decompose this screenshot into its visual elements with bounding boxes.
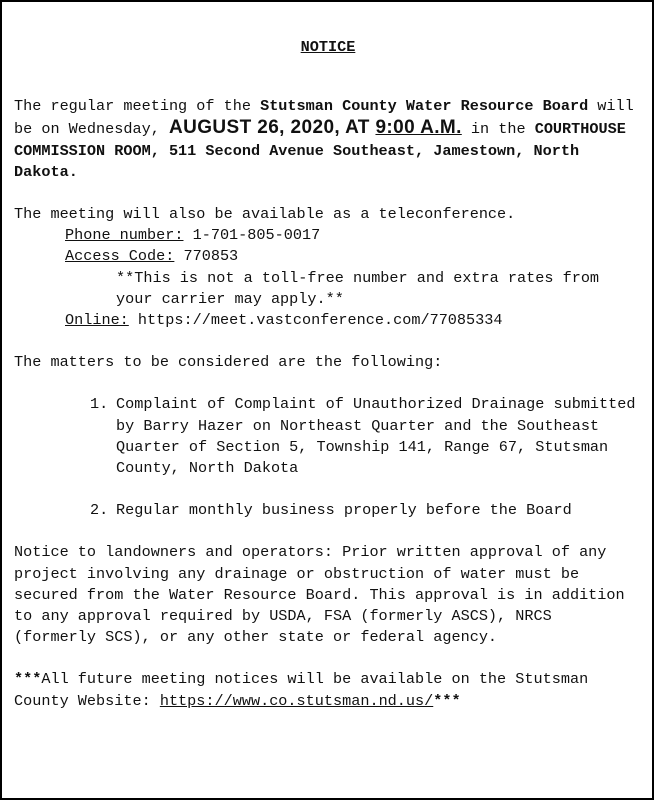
stars-close: ***	[433, 691, 461, 710]
board-name: Stutsman County Water Resource Board	[260, 97, 589, 116]
online-url[interactable]: https://meet.vastconference.com/77085334	[128, 311, 503, 330]
access-code-line	[14, 246, 642, 267]
toll-note: **This is not a toll-free number and extra rates from your carrier may apply.**	[116, 268, 600, 308]
future-notices-text: All future meeting notices will be available on the Stutsman County Website:	[14, 670, 589, 710]
phone-value: 1-701-805-0017	[183, 226, 321, 245]
agenda-item-text: Regular monthly business properly before the Board	[116, 501, 572, 520]
access-code-value: 770853	[174, 247, 239, 266]
teleconference-lead: The meeting will also be available as a teleconference.	[14, 205, 516, 224]
intro-period: .	[68, 162, 78, 181]
agenda-item-text: Complaint of Complaint of Unauthorized Drainage submitted by Barry Hazer on Northeast Quarter and the Southeast Quarter of Section 5, Township 141, Range 67, Stutsman County, North Dakota	[116, 395, 636, 478]
agenda-list	[14, 394, 642, 521]
notice-title: NOTICE	[300, 38, 356, 56]
landowners-notice: Notice to landowners and operators: Prior written approval of any project involving any drainage or obstruction of water must be secured from the Water Resource Board. This approval is in addition to any approval required by USDA, FSA (formerly ASCS), NRCS (formerly SCS), or any other state or federal agency.	[14, 543, 625, 647]
intro-text-2: will be on Wednesday,	[14, 97, 634, 139]
phone-line	[14, 225, 642, 246]
agenda-item	[14, 394, 642, 479]
access-code-label: Access Code:	[65, 247, 175, 266]
meeting-location: COURTHOUSE COMMISSION ROOM, 511 Second Avenue Southeast, Jamestown, North Dakota	[14, 120, 626, 181]
meeting-date: AUGUST 26, 2020, AT	[168, 117, 376, 139]
agenda-item-number: 1.	[90, 395, 109, 414]
stars-open: ***	[14, 670, 42, 689]
agenda-item	[14, 500, 642, 521]
phone-label: Phone number:	[65, 226, 184, 245]
intro-text-3: in the	[461, 120, 535, 139]
agenda-item-number: 2.	[90, 501, 109, 520]
county-website-link[interactable]: https://www.co.stutsman.nd.us/	[159, 691, 434, 710]
intro-text-1: The regular meeting of the	[14, 97, 261, 116]
matters-lead: The matters to be considered are the following:	[14, 353, 443, 372]
meeting-time: 9:00 A.M.	[375, 117, 462, 139]
online-line	[14, 310, 642, 331]
online-label: Online:	[65, 311, 129, 330]
future-notices	[14, 669, 642, 711]
meeting-announcement	[14, 96, 642, 183]
